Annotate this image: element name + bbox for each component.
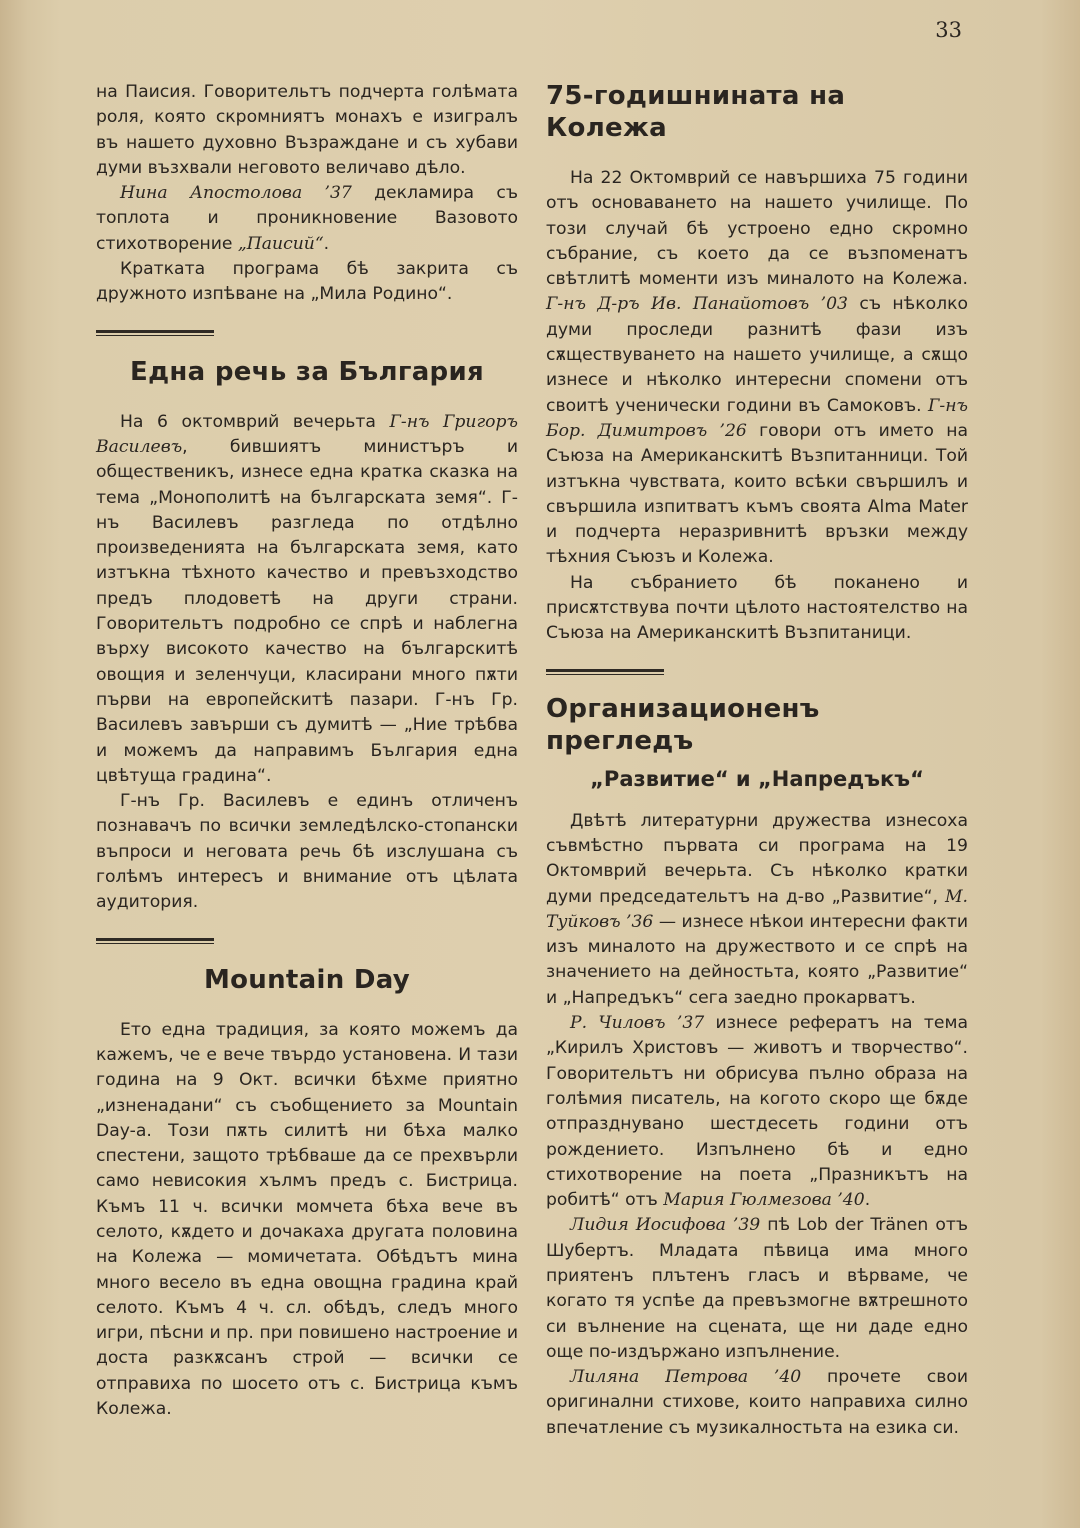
poet-name-petrova: Лиляна Петрова ’40 xyxy=(570,1367,802,1388)
org-paragraph-4 xyxy=(546,1365,968,1441)
speaker-name-panayotov: Г-нъ Д-ръ Ив. Панайотовъ ’03 xyxy=(546,294,848,315)
intro-paragraph-1: на Паисия. Говорительтъ подчерта голѣмата роля, която скромниятъ монахъ е изигралъ въ нашето духовно Възраждане и съ хубави думи възхвали неговото величаво дѣло. xyxy=(96,82,518,178)
speech-heading: Една речь за България xyxy=(130,356,484,387)
nina-text: декламира съ топлота и проникновение Вазовото стихотворение xyxy=(96,183,518,254)
speech-paragraph-2: Г-нъ Гр. Василевъ е единъ отличенъ познавачъ по всички земледѣлско-стопански въпроси и неговата речь бѣ изслушана съ голѣмъ интересъ и внимание отъ цѣлата аудитория. xyxy=(96,791,518,913)
org-p2-text: изнесе рефератъ на тема „Кирилъ Христовъ — животъ и творчество“. Говорительтъ ни обрисува пълно образа на голѣмия писатель, на когото скоро ще бѫде отпразднувано шестдесеть години отъ рождението. Изпълнено бѣ и едно стихотворение на поета „Празникътъ на робитѣ“ отъ xyxy=(546,1013,968,1211)
anniversary-p1-text-b: съ нѣколко думи проследи разнитѣ фази изъ сѫществуването на нашето училище, а сѫщо изнесе и нѣколко интересни спомени отъ своитѣ ученически години въ Самоковъ. xyxy=(546,294,968,416)
intro-paragraph-2 xyxy=(96,181,518,257)
nina-poem: „Паисий“ xyxy=(237,233,324,254)
org-paragraph-2 xyxy=(546,1011,968,1213)
right-column xyxy=(546,80,968,1441)
section-divider xyxy=(96,330,214,336)
speaker-name-dimitrov: Г-нъ Бор. Димитровъ ’26 xyxy=(546,395,968,441)
org-p1-text-b: — изнесе нѣкои интересни факти изъ миналото на дружеството и се спрѣ на значението на дейностьта, която „Развитие“ и „Напредъкъ“ сега заедно прокарватъ. xyxy=(546,911,969,1008)
intro-paragraph-3: Кратката програма бѣ закрита съ дружното изпѣване на „Мила Родино“. xyxy=(96,259,518,305)
left-column xyxy=(96,80,518,1422)
author-name-gyulmezova: Мария Гюлмезова ’40 xyxy=(663,1190,865,1211)
nina-end: . xyxy=(323,233,330,254)
org-paragraph-3 xyxy=(546,1213,968,1365)
speaker-name-tuykov: М. Туйковъ ’36 xyxy=(546,886,968,932)
speaker-name-chilov: Р. Чиловъ ’37 xyxy=(570,1013,705,1034)
speech-p1-text-a: На 6 октомврий вечерьта xyxy=(120,411,390,432)
org-paragraph-1 xyxy=(546,809,968,1011)
anniversary-p1-text-c: говори отъ името на Съюза на Американскитѣ Възпитанници. Той изтъкна чувствата, които всѣки свършилъ и свършила изпитватъ къмъ своята Alma Mater и подчерта неразривнитѣ връзки между тѣхния Съюзъ и Колежа. xyxy=(546,420,968,568)
org-p3-text: пѣ Lob der Tränen отъ Шубертъ. Младата пѣвица има много приятенъ плътенъ гласъ и вѣрваме, че когато тя успѣе да превъзмогне вѫтрешното си вълнение на сцената, ще ни даде едно още по-издържано изпълнение. xyxy=(546,1215,968,1362)
mountain-day-paragraph: Ето една традиция, за която можемъ да кажемъ, че е вече твърдо установена. И тази година на 9 Окт. всички бѣхме приятно „изненадани“ съ съобщението за Mountain Day-а. Този пѫть силитѣ ни бѣха малко спестени, защото трѣбваше да се прехвърли само невисокия хълмъ предъ с. Бистрица. Къмъ 11 ч. всички момчета бѣха вече въ селото, кѫдето и дочакаха другата половина на Колежа — момичетата. Обѣдътъ мина много весело въ една овощна градина край селото. Къмъ 4 ч. сл. обѣдъ, следъ много игри, пѣсни и пр. при повишено настроение и доста разкѫсанъ строй — всички се отправиха по шосето отъ с. Бистрица къмъ Колежа. xyxy=(96,1019,518,1420)
org-p4-text: прочете свои оригинални стихове, които направиха силно впечатление съ музикалностьта на езика си. xyxy=(546,1367,969,1438)
anniversary-p1-text-a: На 22 Октомврий се навършиха 75 години отъ основаването на нашето училище. По този случай бѣ устроено едно скромно събрание, съ което да се възпоменатъ свѣтлитѣ моменти изъ миналото на Колежа. xyxy=(546,168,968,290)
speaker-name: Г-нъ Григоръ Василевъ xyxy=(96,411,518,457)
page-number: 33 xyxy=(935,18,962,42)
org-p1-text-a: Двѣтѣ литературни дружества изнесоха съвмѣстно първата си програма на 19 Октомврий вечерьта. Съ нѣколко кратки думи председательтъ на д-во „Развитие“, xyxy=(546,810,968,907)
section-divider xyxy=(546,669,664,675)
nina-name: Нина Апостолова ’37 xyxy=(120,183,352,204)
anniversary-heading: 75-годишнината на Колежа xyxy=(546,81,846,143)
mountain-day-heading: Mountain Day xyxy=(203,964,411,995)
speech-paragraph-1 xyxy=(96,410,518,789)
org-review-subheading: „Развитие“ и „Напредъкъ“ xyxy=(590,766,924,791)
section-divider xyxy=(96,938,214,944)
speech-p1-text-b: , бившиятъ министъръ и общественикъ, изнесе една кратка сказка на тема „Монополитѣ на българската земя“. Г-нъ Василевъ разгледа по отдѣлно произведенията на българската земя, като изтъкна тѣхното качество и превъзходство предъ плодоветѣ на други страни. Говорительтъ подробно се спрѣ и наблегна върху високото качество на българскитѣ овощия и зеленчуци, класирани много пѫти първи на европейскитѣ пазари. Г-нъ Гр. Василевъ завърши съ думитѣ — „Ние трѣбва и можемъ да направимъ България една цвѣтуща градина“. xyxy=(96,436,518,786)
anniversary-paragraph-2: На събранието бѣ поканено и присѫтствува почти цѣлото настоятелство на Съюза на Американскитѣ Възпитаници. xyxy=(546,572,968,644)
singer-name-iosifova: Лидия Иосифова ’39 xyxy=(570,1215,761,1236)
org-review-heading: Организационенъ прегледъ xyxy=(546,693,820,756)
org-p2-end: . xyxy=(864,1190,871,1211)
anniversary-paragraph-1 xyxy=(546,166,968,571)
